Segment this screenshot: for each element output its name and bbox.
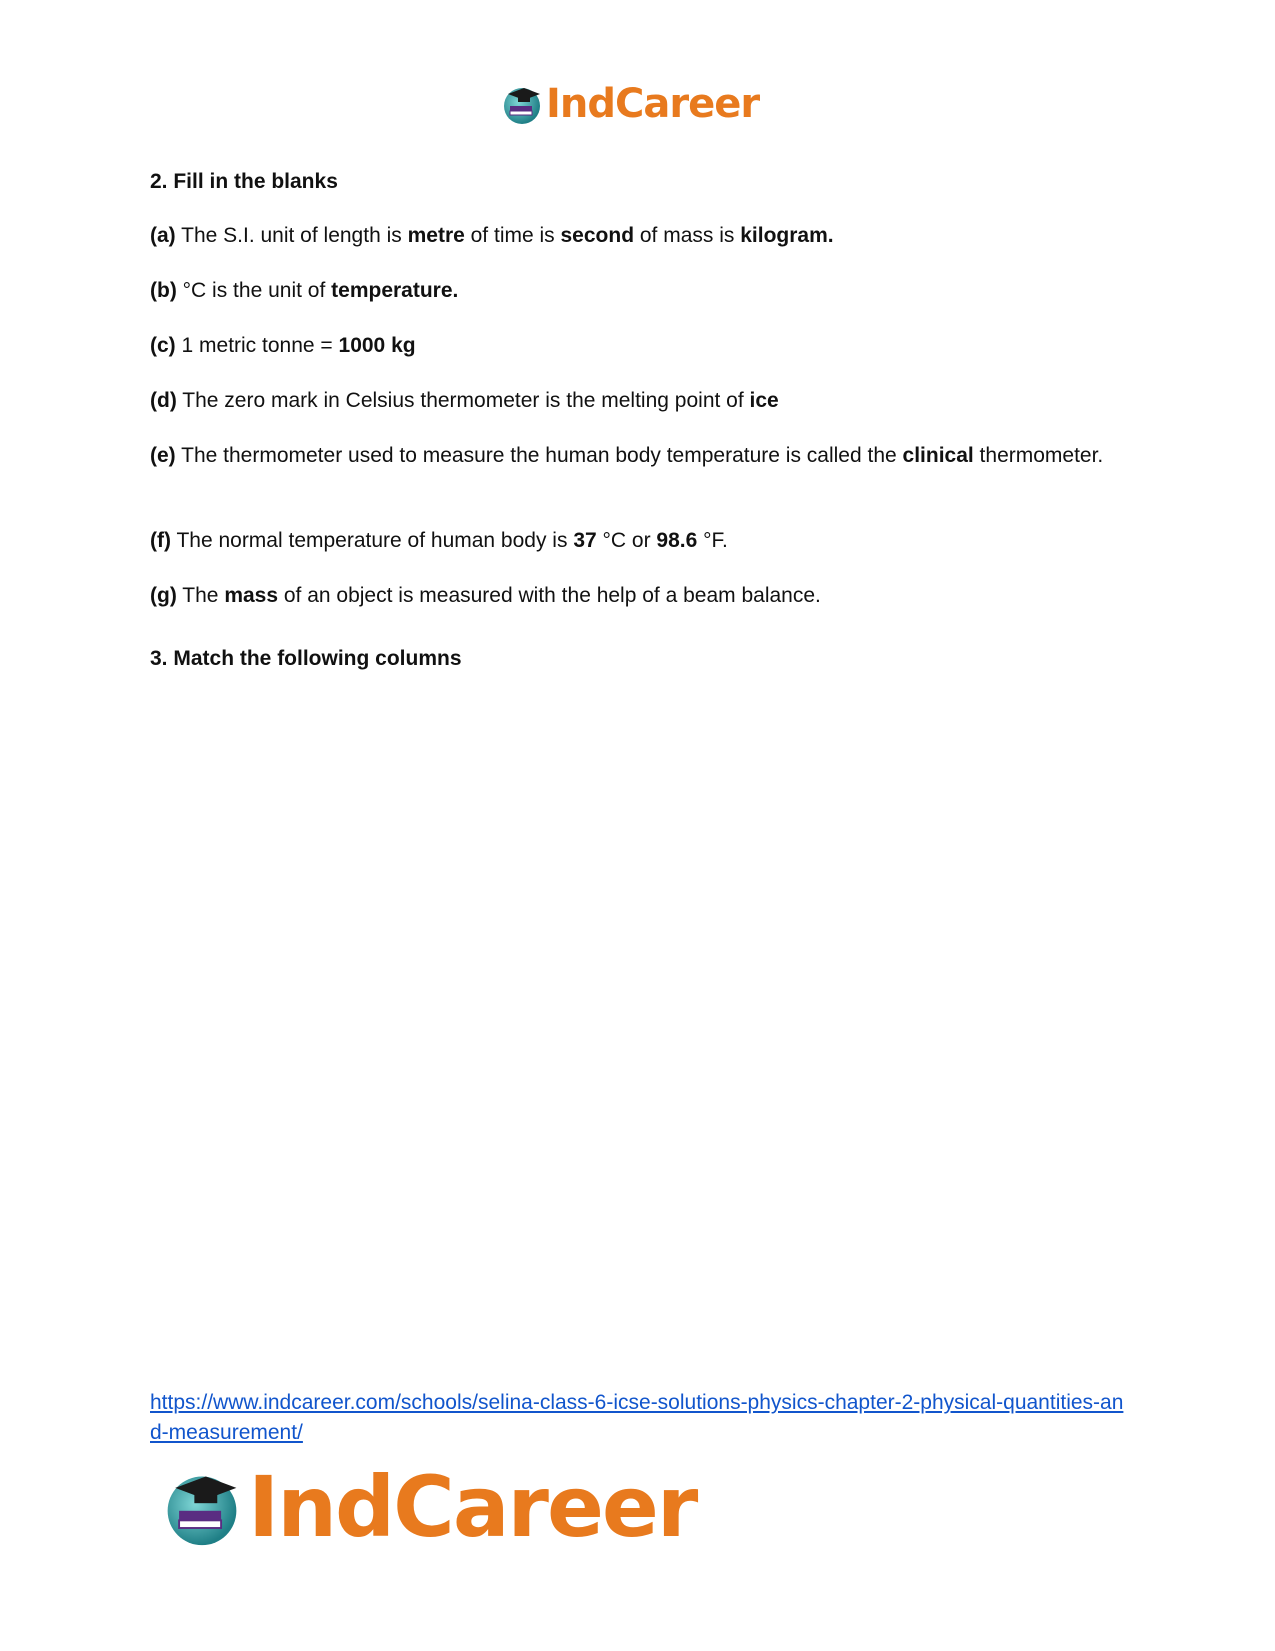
item-text: 1 metric tonne = [175,334,339,357]
item-text: The normal temperature of human body is [170,529,574,552]
item-text: °C or [596,529,657,552]
blank-item-b [150,276,1130,306]
blank-item-c [150,331,1130,361]
answer: 1000 kg [338,334,416,357]
source-url-link[interactable]: https://www.indcareer.com/schools/selina-class-6-icse-solutions-physics-chapter-2-physical-quantities-and-measurement/ [150,1391,1124,1444]
answer: temperature. [331,279,459,302]
header-logo [500,76,759,132]
section-3-heading: 3. Match the following columns [150,647,462,670]
item-text: The zero mark in Celsius thermometer is the melting point of [176,389,750,412]
footer-logo [160,1458,697,1556]
item-text: of an object is measured with the help of a beam balance. [278,584,821,607]
item-text: The S.I. unit of length is [175,224,408,247]
blank-item-f [150,526,1130,556]
item-text: The thermometer used to measure the human body temperature is called the [175,444,903,467]
header-logo-text: IndCareer [546,81,760,127]
item-label: (e) [150,444,176,467]
answer: ice [749,389,779,412]
answer: clinical [902,444,974,467]
item-text: The [176,584,225,607]
item-label: (f) [150,529,171,552]
item-text: thermometer. [973,444,1104,467]
item-label: (g) [150,584,177,607]
item-text: of time is [464,224,561,247]
answer: mass [224,584,279,607]
item-label: (a) [150,224,176,247]
answer: kilogram. [740,224,834,247]
item-text: °C is the unit of [176,279,332,302]
blank-item-g [150,581,1130,611]
graduation-cap-globe-icon [160,1465,244,1549]
answer: second [560,224,635,247]
answer: 37 [573,529,597,552]
blank-item-a [150,221,1130,251]
item-text: °F. [697,529,728,552]
item-label: (d) [150,389,177,412]
item-label: (c) [150,334,176,357]
item-text: of mass is [634,224,741,247]
blank-item-e [150,441,1130,471]
footer-logo-text: IndCareer [248,1458,697,1556]
answer: metre [407,224,465,247]
item-label: (b) [150,279,177,302]
blank-item-d [150,386,1130,416]
section-2-heading: 2. Fill in the blanks [150,170,338,193]
graduation-cap-globe-icon [500,82,544,126]
answer: 98.6 [656,529,698,552]
